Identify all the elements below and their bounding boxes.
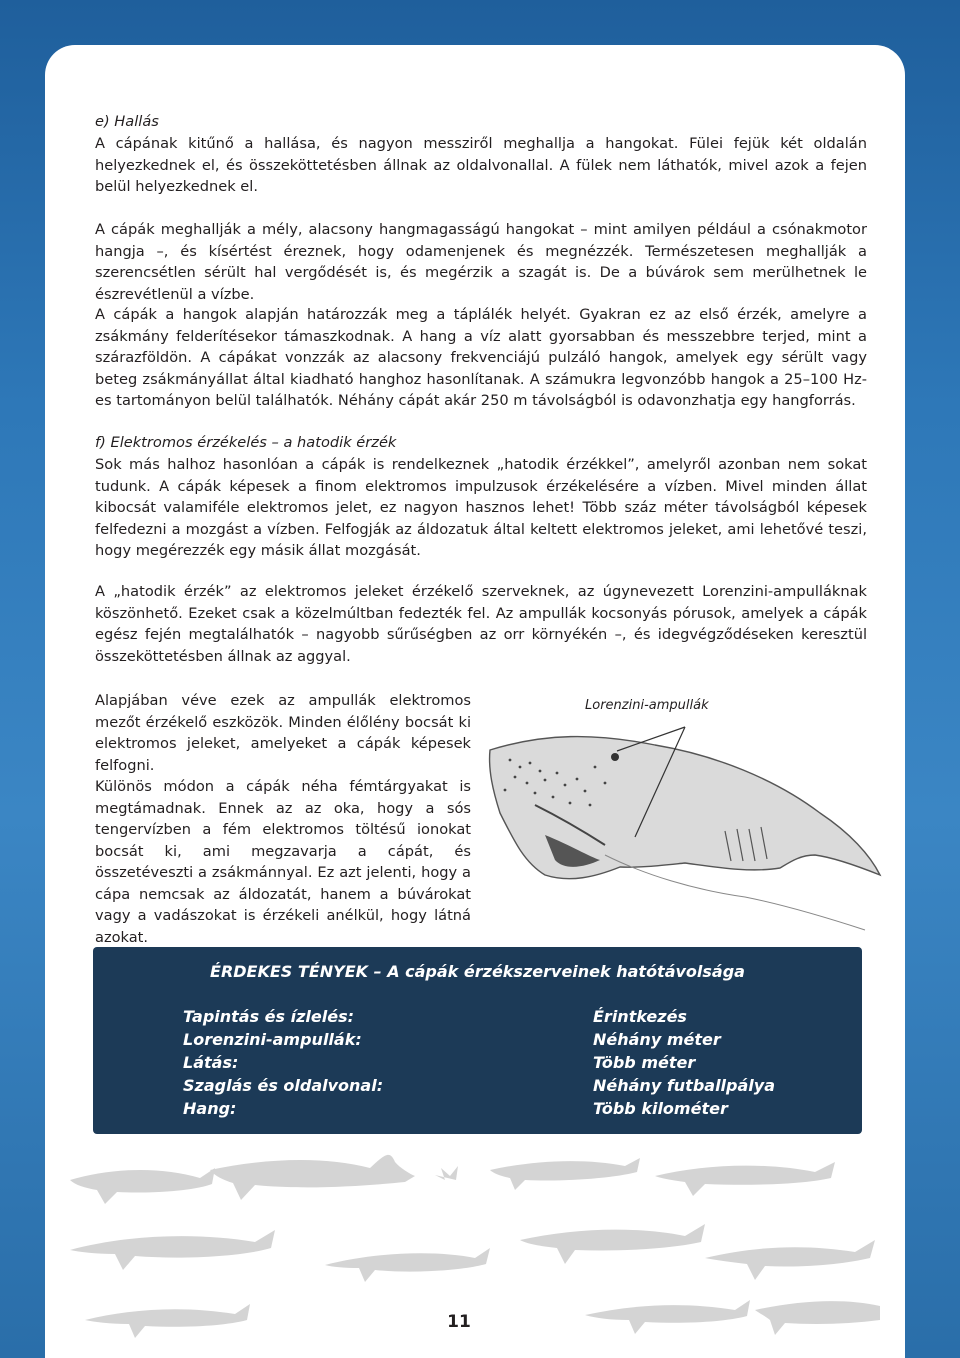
fact-label: Lorenzini-ampullák: [183,1030,362,1049]
fact-value: Érintkezés [593,1007,687,1026]
page-number: 11 [419,1292,499,1352]
facts-title: ÉRDEKES TÉNYEK – A cápák érzékszerveinek hatótávolsága [210,962,745,981]
paragraph: A „hatodik érzék” az elektromos jeleket érzékelő szerveknek, az úgynevezett Lorenzini-ampulláknak köszönhető. Ezeket csak a közelmúltban fedezték fel. Az ampullák kocsonyás pórusok, amelyek a cápák egész fején megtalálhatók – nagyobb sűrűségben az orr környékén –, és idegvégződéseken keresztül összeköttetésben állnak az aggyal. [95,583,867,665]
figure-caption: Lorenzini-ampullák [585,698,709,713]
fact-label: Hang: [183,1099,237,1118]
document-page [45,45,905,1358]
section-heading-hearing: e) Hallás [95,113,159,130]
fact-value: Néhány méter [593,1030,721,1049]
interesting-facts-box [93,947,862,1134]
section-heading-electric-sense: f) Elektromos érzékelés – a hatodik érzék [95,434,397,451]
fact-value: Néhány futballpálya [593,1076,775,1095]
paragraph: A cápák a hangok alapján határozzák meg a táplálék helyét. Gyakran ez az első érzék, amelyre a zsákmány felderítésekor támaszkodnak. A hang a víz alatt gyorsabban és messzebbre terjed, mint a szárazföldön. A cápákat vonzzák az alacsony frekvenciájú pulzáló hangok, amelyek egy sérült vagy beteg zsákmányállat által kiadható hanghoz hasonlítanak. A számukra legvonzóbb hangok a 25–100 Hz-es tartományon belül találhatók. Néhány cápát akár 250 m távolságból is odavonzhatja egy hangforrás. [95,306,867,409]
paragraph: Sok más halhoz hasonlóan a cápák is rendelkeznek „hatodik érzékkel”, amelyről azonban nem sokat tudunk. A cápák képesek a finom elektromos impulzusok érzékelésére a vízben. Mivel minden állat kibocsát valamiféle elektromos jelet, ez nagyon hasznos lehet! Több száz méter távolságból képesek felfedezni a mozgást a vízben. Felfogják az áldozatuk által keltett elektromos jeleket, ami lehetővé teszi, hogy megérezzék egy másik állat mozgását. [95,456,867,559]
fact-value: Több kilométer [593,1099,728,1118]
paragraph: Különös módon a cápák néha fémtárgyakat is megtámadnak. Ennek az az oka, hogy a sós tengervízben a fém elektromos töltésű ionokat bocsát ki, ami megzavarja a cápát, és összetéveszti a zsákmánnyal. Ez azt jelenti, hogy a cápa nemcsak az áldozatát, hanem a búvárokat vagy a vadászokat is érzékeli anélkül, hogy látná azokat. [95,778,471,946]
fact-label: Szaglás és oldalvonal: [183,1076,384,1095]
paragraph: Alapjában véve ezek az ampullák elektromos mezőt érzékelő eszközök. Minden élőlény bocsát ki elektromos jeleket, amelyeket a cápák képesek felfogni. [95,692,471,774]
fact-label: Tapintás és ízlelés: [183,1007,355,1026]
fact-label: Látás: [183,1053,239,1072]
shark-illustration [485,705,885,940]
paragraph: A cápák meghallják a mély, alacsony hangmagasságú hangokat – mint amilyen például a csónakmotor hangja –, és kísértést éreznek, hogy odamenjenek és megnézzék. Természetesen meghallják a szerencsétlen sérült hal vergődését is, és megérzik a szagát is. De a búvárok sem merülhetnek le észrevétlenül a vízbe. [95,221,867,303]
paragraph: A cápának kitűnő a hallása, és nagyon messziről meghallja a hangokat. Fülei fejük két oldalán helyezkednek el, és összeköttetésben állnak az oldalvonallal. A fülek nem láthatók, mivel azok a fejen belül helyezkednek el. [95,135,867,195]
fact-value: Több méter [593,1053,696,1072]
